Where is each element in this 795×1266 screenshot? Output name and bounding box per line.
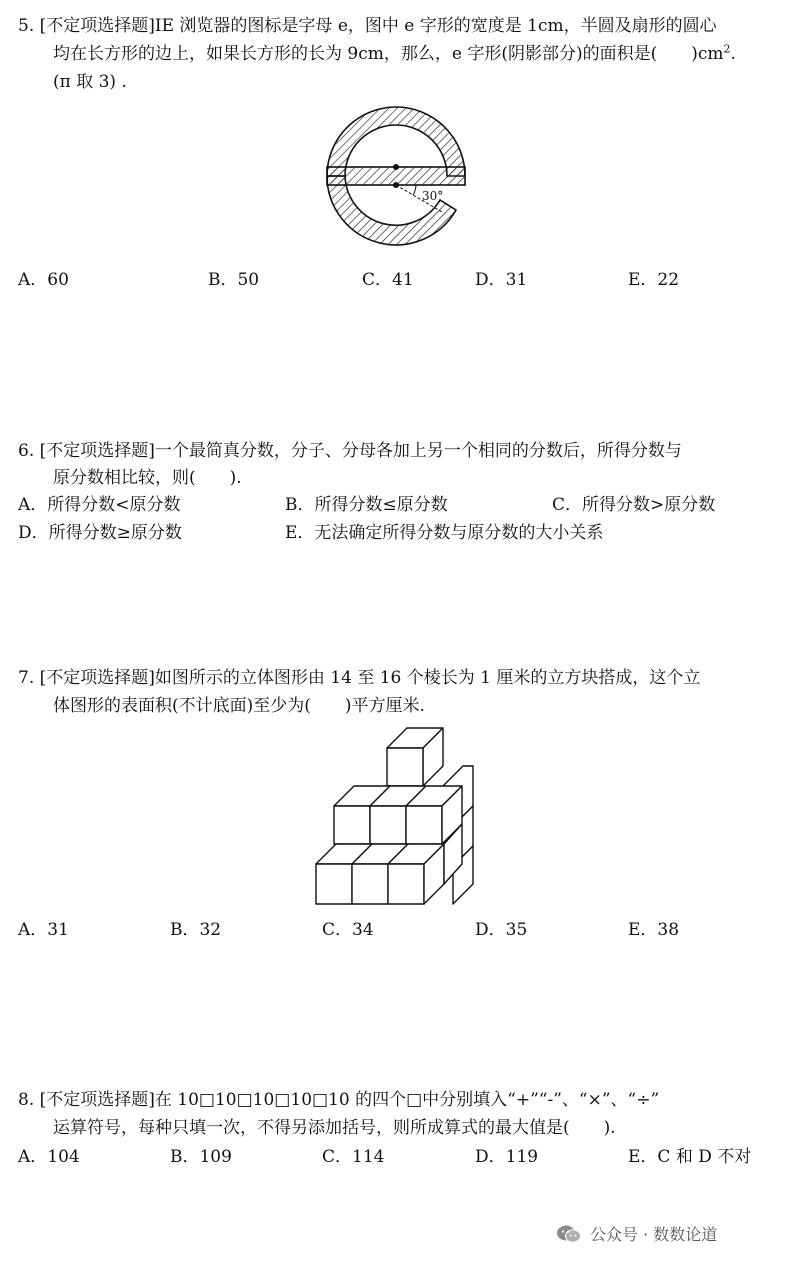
q5-stem-line1: 5. [不定项选择题]IE 浏览器的图标是字母 e，图中 e 字形的宽度是 1cm，半圆及扇形的圆心 [18, 16, 717, 36]
q5-stem-line3: (π 取 3) . [53, 72, 127, 92]
q5-option-e: E．22 [628, 270, 680, 290]
q8-stem-line1: 8. [不定项选择题]在 10□10□10□10□10 的四个□中分别填入“+”“-”、“×”、“÷” [18, 1090, 660, 1110]
q7-option-e: E．38 [628, 920, 680, 940]
angle-label: 30° [422, 189, 444, 203]
q6-option-a: A．所得分数<原分数 [18, 495, 181, 515]
wechat-icon [556, 1224, 582, 1244]
footer-account-name: 公众号 · 数数论道 [590, 1225, 718, 1244]
q7-stem-line2: 体图形的表面积(不计底面)至少为( )平方厘米. [53, 696, 425, 716]
q8-option-b: B．109 [170, 1147, 232, 1167]
q8-option-a: A．104 [18, 1147, 80, 1167]
q8-stem-line2: 运算符号，每种只填一次，不得另添加括号，则所成算式的最大值是( ). [53, 1118, 616, 1138]
q7-option-d: D．35 [475, 920, 528, 940]
q6-option-b: B．所得分数≤原分数 [285, 495, 448, 515]
q7-option-c: C．34 [322, 920, 374, 940]
footer-watermark [556, 1222, 717, 1245]
q6-stem-line1: 6. [不定项选择题]一个最简真分数，分子、分母各加上另一个相同的分数后，所得分数与 [18, 441, 682, 461]
q6-option-d: D．所得分数≥原分数 [18, 523, 182, 543]
q6-option-c: C．所得分数>原分数 [552, 495, 716, 515]
q7-stem-line1: 7. [不定项选择题]如图所示的立体图形由 14 至 16 个棱长为 1 厘米的立方块搭成，这个立 [18, 668, 701, 688]
q5-option-b: B．50 [208, 270, 260, 290]
q6-option-e: E．无法确定所得分数与原分数的大小关系 [285, 523, 604, 543]
e-letter-figure [318, 102, 478, 260]
q5-option-d: D．31 [475, 270, 528, 290]
q8-option-d: D．119 [475, 1147, 539, 1167]
q6-stem-line2: 原分数相比较，则( ). [53, 468, 242, 488]
q7-option-b: B．32 [170, 920, 222, 940]
q5-option-a: A．60 [18, 270, 69, 290]
q5-option-c: C．41 [362, 270, 414, 290]
q5-stem-line2: 均在长方形的边上，如果长方形的长为 9cm，那么，e 字形(阴影部分)的面积是( )$cm^2$. [53, 42, 736, 64]
q7-option-a: A．31 [18, 920, 69, 940]
cube-stack-figure [310, 724, 490, 908]
q8-option-c: C．114 [322, 1147, 385, 1167]
q8-option-e: E．C 和 D 不对 [628, 1147, 752, 1167]
